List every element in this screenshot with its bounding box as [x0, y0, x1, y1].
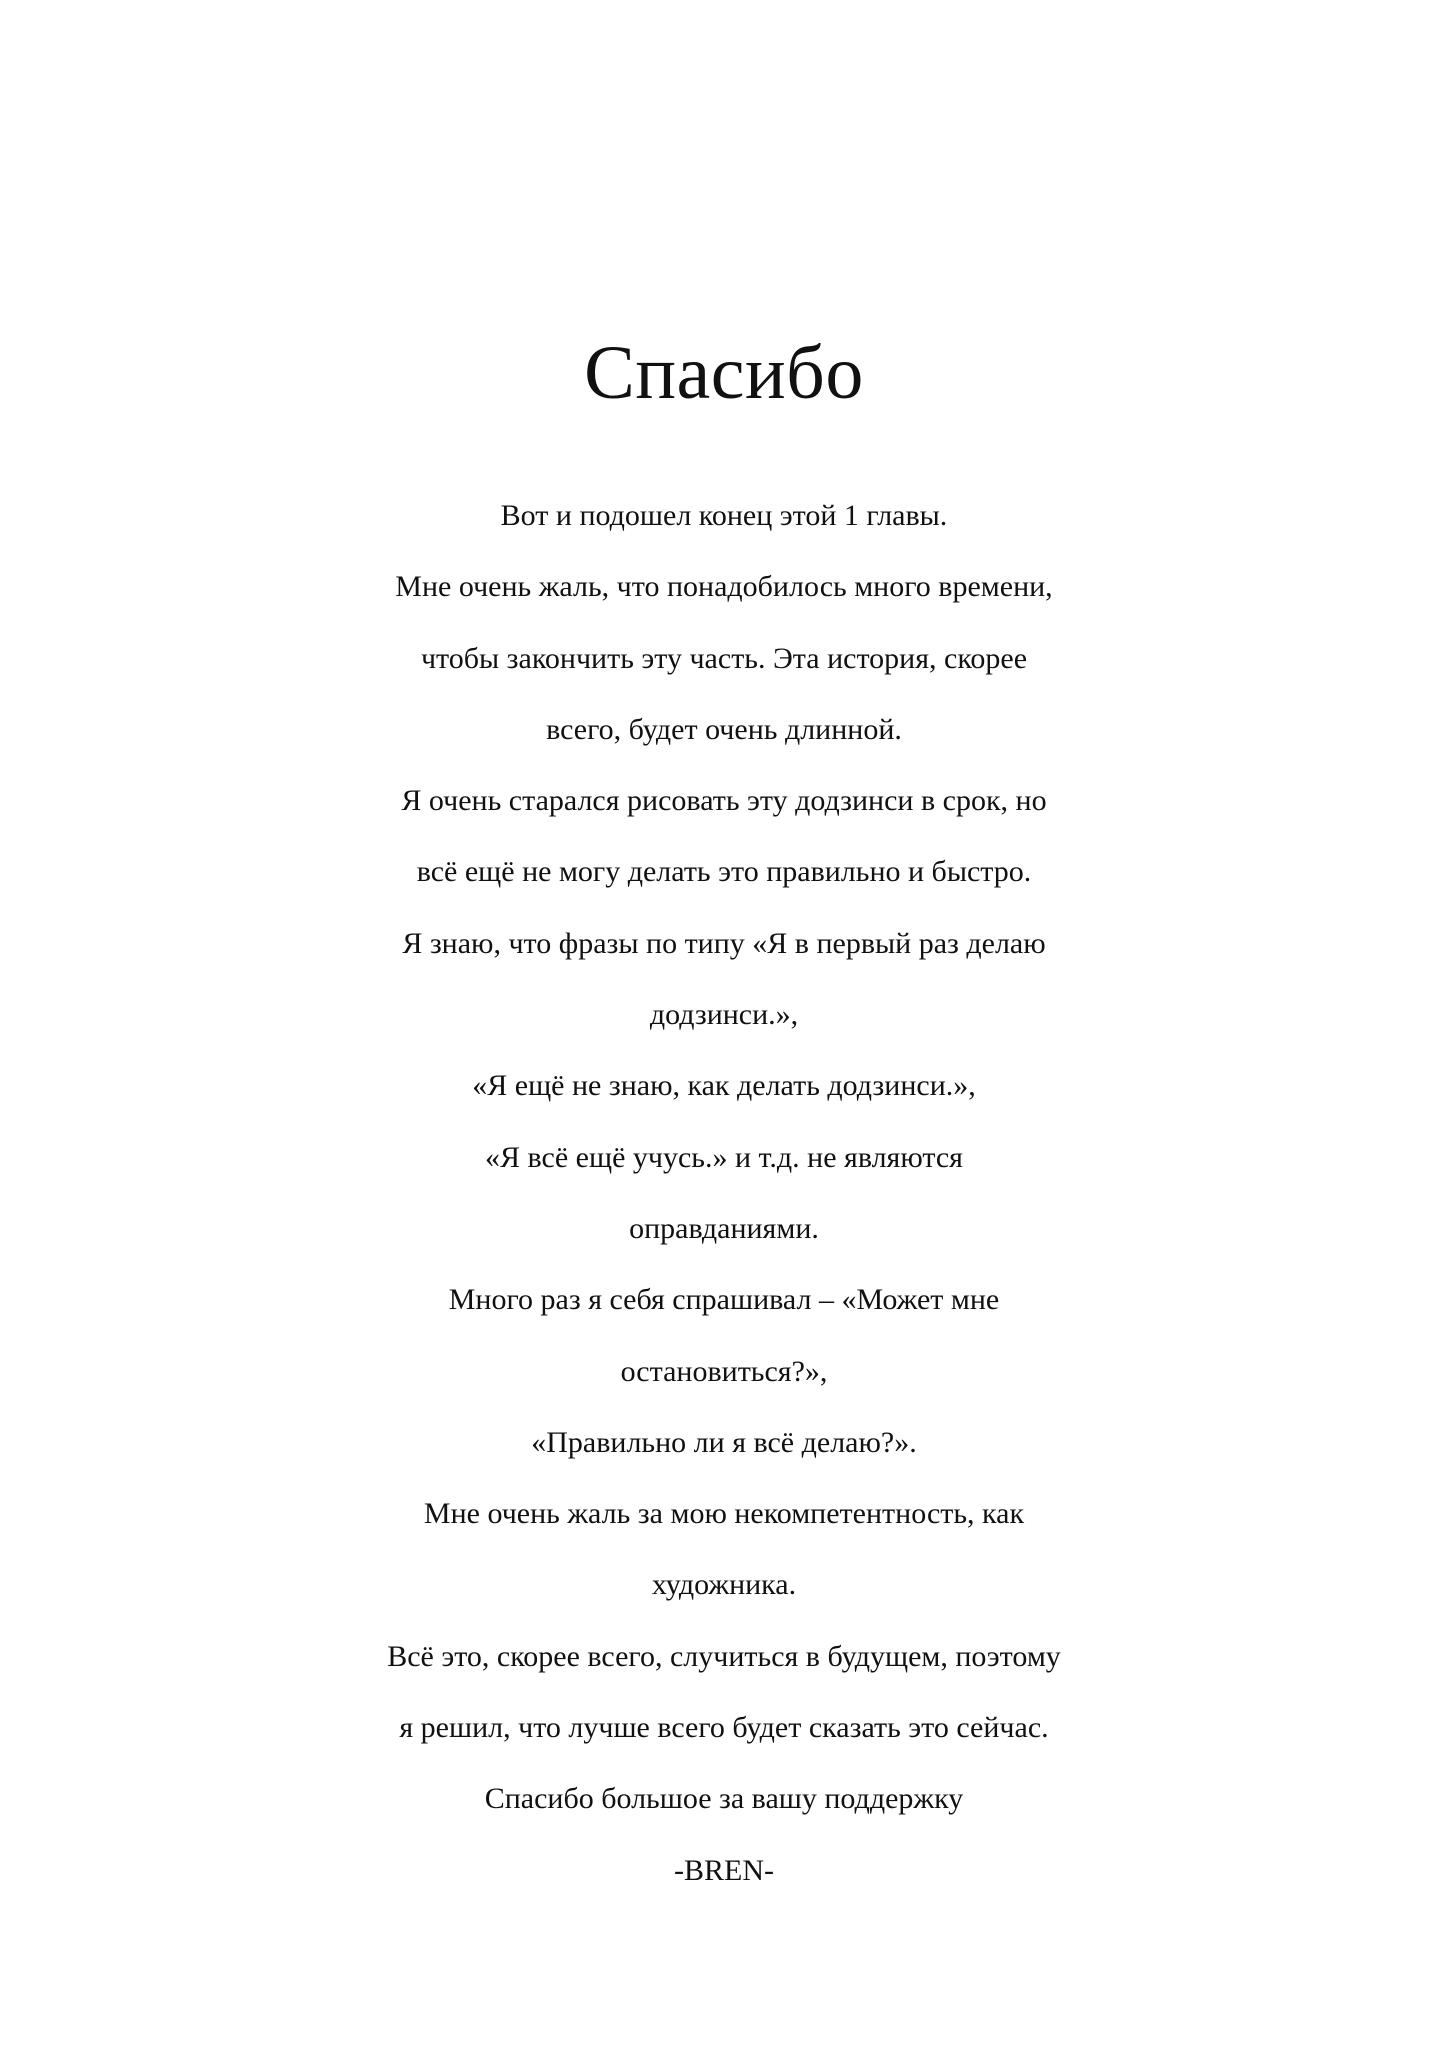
message-line: Много раз я себя спрашивал – «Может мне	[448, 1283, 1000, 1317]
message-line: всё ещё не могу делать это правильно и быстро.	[416, 855, 1032, 889]
message-line: «Я всё ещё учусь.» и т.д. не являются	[485, 1140, 963, 1174]
page-title: Спасибо	[584, 331, 864, 415]
message-line: чтобы закончить эту часть. Эта история, скорее	[420, 641, 1028, 675]
message-line: Спасибо большое за вашу поддержку	[484, 1782, 964, 1816]
message-body	[0, 480, 1448, 1906]
message-line: «Правильно ли я всё делаю?».	[531, 1425, 917, 1459]
message-line: Мне очень жаль, что понадобилось много времени,	[395, 570, 1053, 604]
message-line: Всё это, скорее всего, случиться в будущем, поэтому	[387, 1639, 1061, 1673]
message-line: додзинси.»,	[649, 998, 799, 1032]
message-line: Я знаю, что фразы по типу «Я в первый раз делаю	[402, 926, 1046, 960]
author-signature: -BREN-	[674, 1853, 774, 1887]
message-line: остановиться?»,	[620, 1354, 828, 1388]
message-line: Вот и подошел конец этой 1 главы.	[500, 499, 948, 532]
message-line: Я очень старался рисовать эту додзинси в срок, но	[401, 784, 1047, 818]
message-line: Мне очень жаль за мою некомпетентность, как	[423, 1497, 1025, 1531]
message-line: оправданиями.	[629, 1211, 819, 1245]
message-line: всего, будет очень длинной.	[546, 712, 902, 746]
message-line: я решил, что лучше всего будет сказать это сейчас.	[399, 1711, 1049, 1745]
message-line: художника.	[651, 1568, 797, 1602]
message-line: «Я ещё не знаю, как делать додзинси.»,	[472, 1069, 976, 1103]
